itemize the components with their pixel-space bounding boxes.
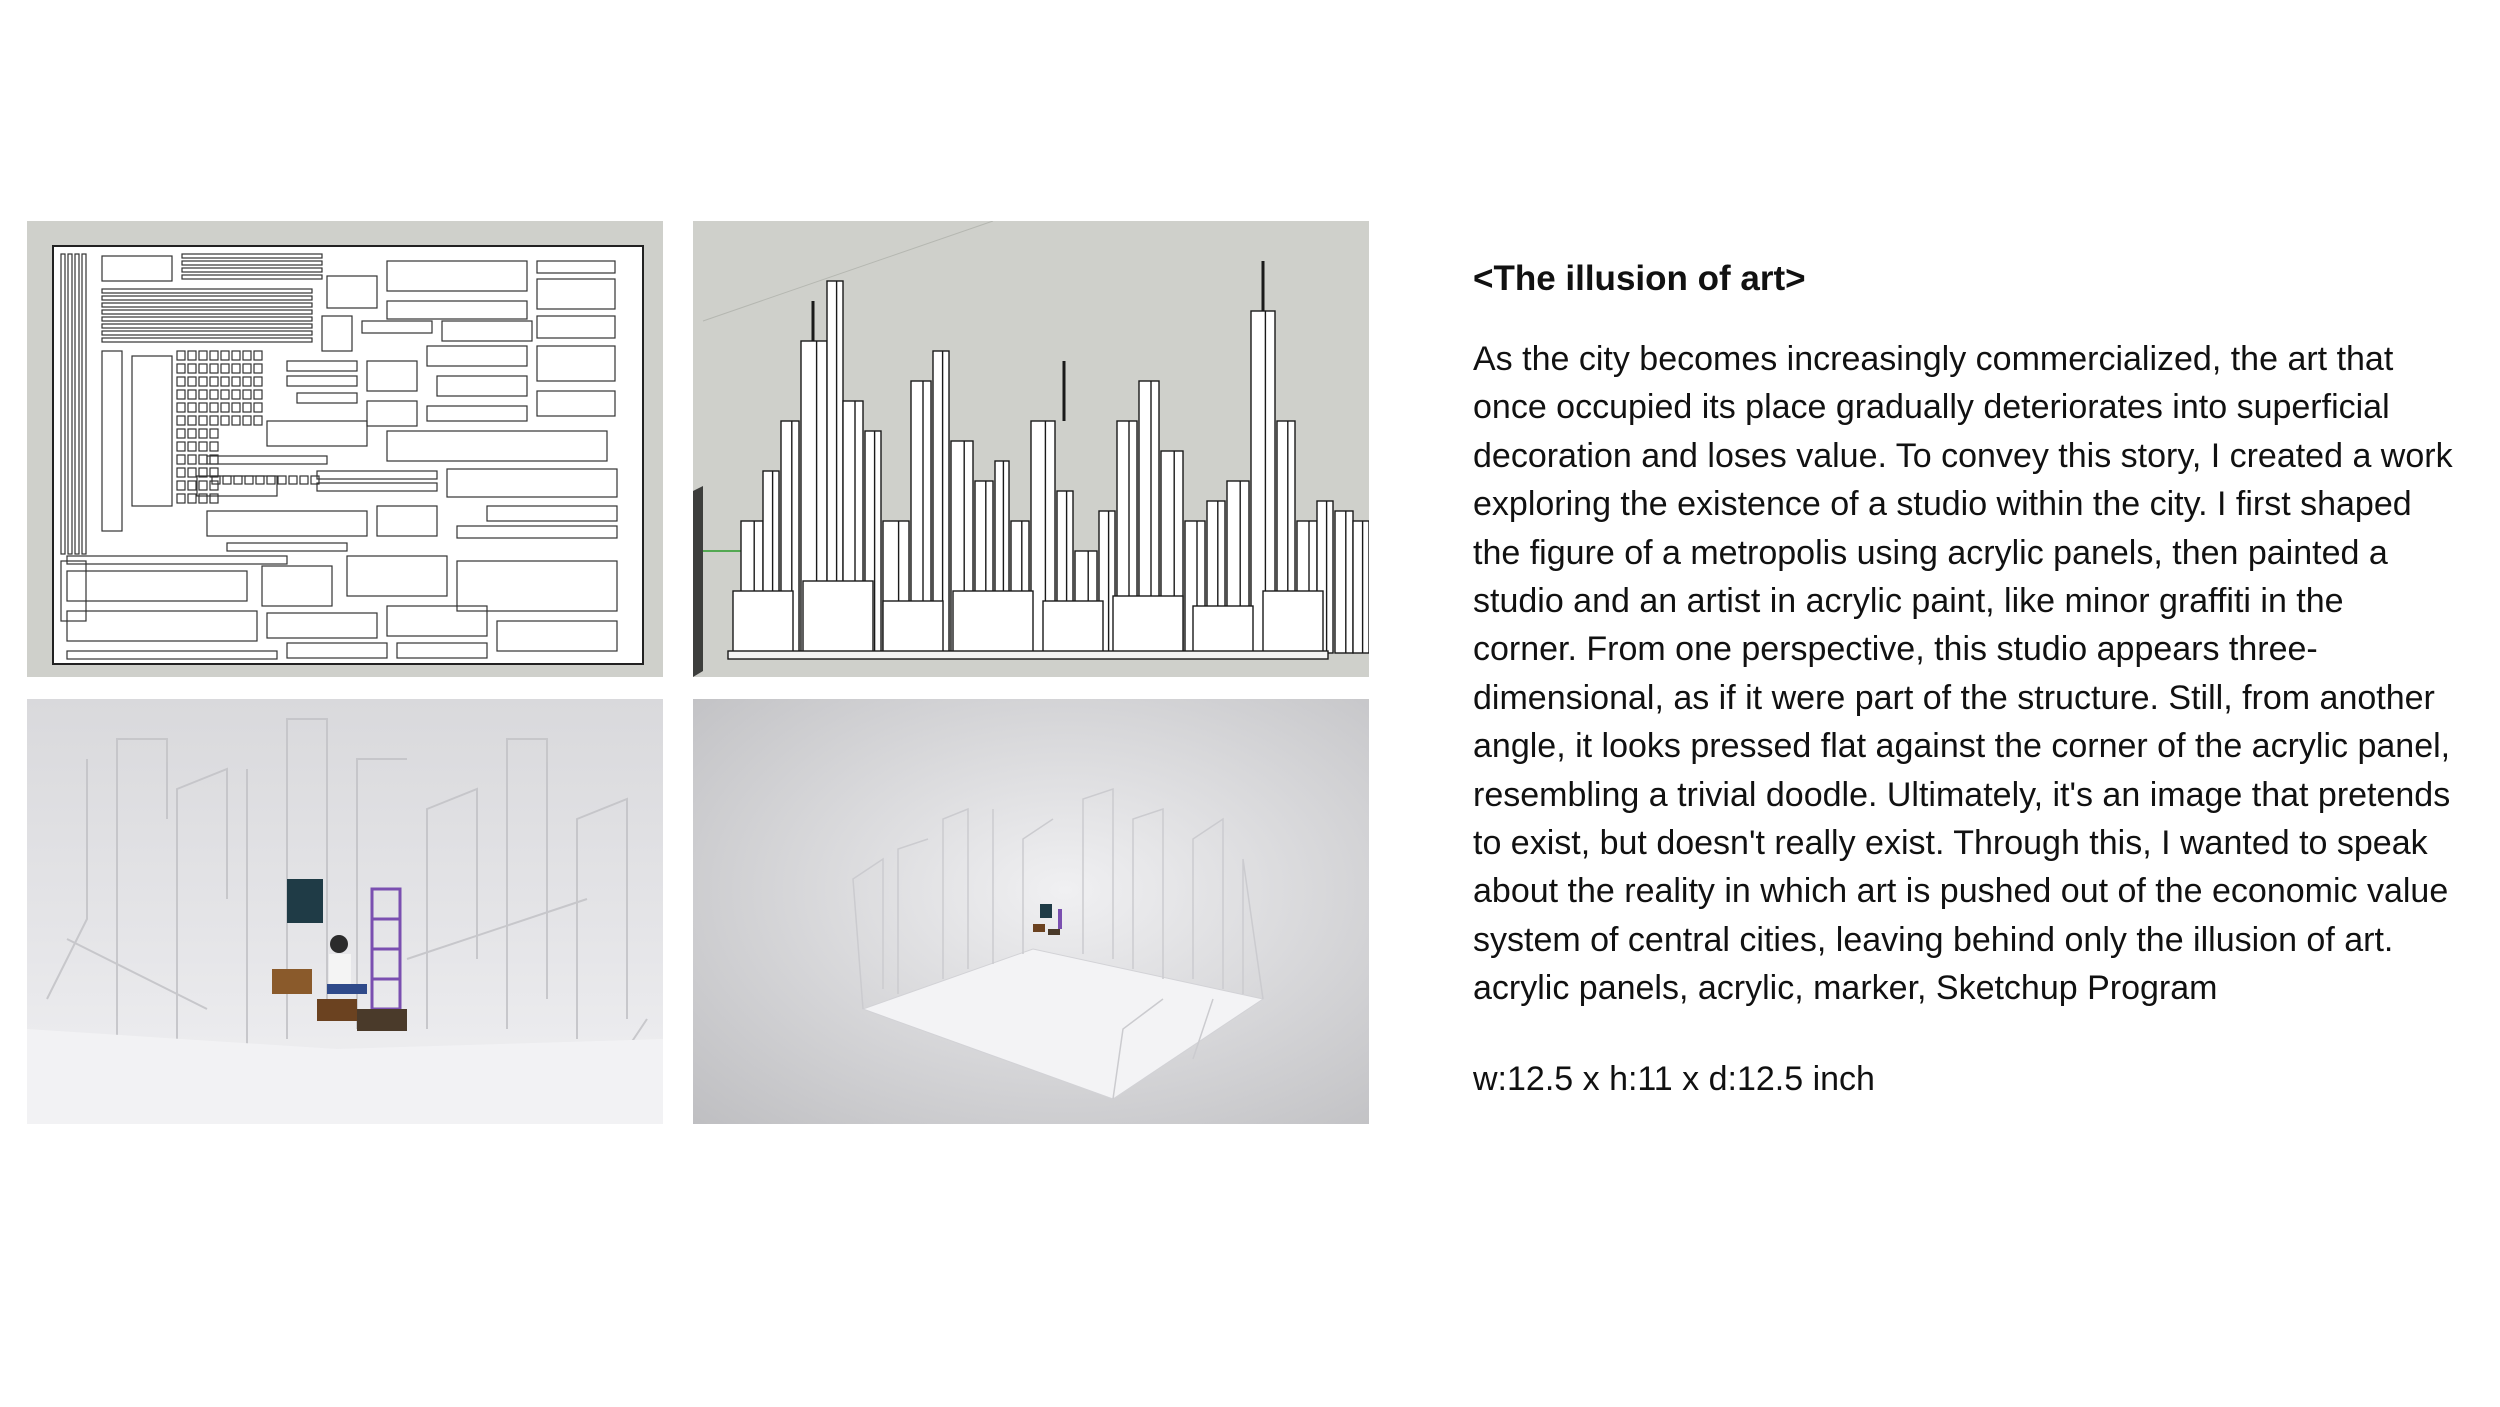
artwork-text: [1473, 255, 2453, 1103]
artwork-description: As the city becomes increasingly commercialized, the art that once occupied its place gradually deteriorates into superficial decoration and loses value. To convey this story, I created a work exploring the existence of a studio within the city. I first shaped the figure of a metropolis using acrylic panels, then painted a studio and an artist in acrylic paint, like minor graffiti in the corner. From one perspective, this studio appears three-dimensional, as if it were part of the structure. Still, from another angle, it looks pressed flat against the corner of the acrylic panel, resembling a trivial doodle. Ultimately, it's an image that pretends to exist, but doesn't really exist. Through this, I wanted to speak about the reality in which art is pushed out of the economic value system of central cities, leaving behind only the illusion of art.: [1473, 340, 2453, 959]
cutting-layout-drawing: [27, 221, 663, 677]
skyline-3d-model: [693, 221, 1369, 677]
installation-overview-photo: [693, 699, 1369, 1124]
skyline-svg: [693, 221, 1369, 677]
artwork-materials: acrylic panels, acrylic, marker, Sketchup Program: [1473, 969, 2218, 1008]
artwork-title: <The illusion of art>: [1473, 259, 1806, 298]
artwork-dimensions: w:12.5 x h:11 x d:12.5 inch: [1473, 1059, 1875, 1098]
studio-corner-closeup-photo: [27, 699, 663, 1124]
closeup-photo-svg: [27, 699, 663, 1124]
overview-photo-svg: [693, 699, 1369, 1124]
cutting-layout-svg: [27, 221, 663, 677]
